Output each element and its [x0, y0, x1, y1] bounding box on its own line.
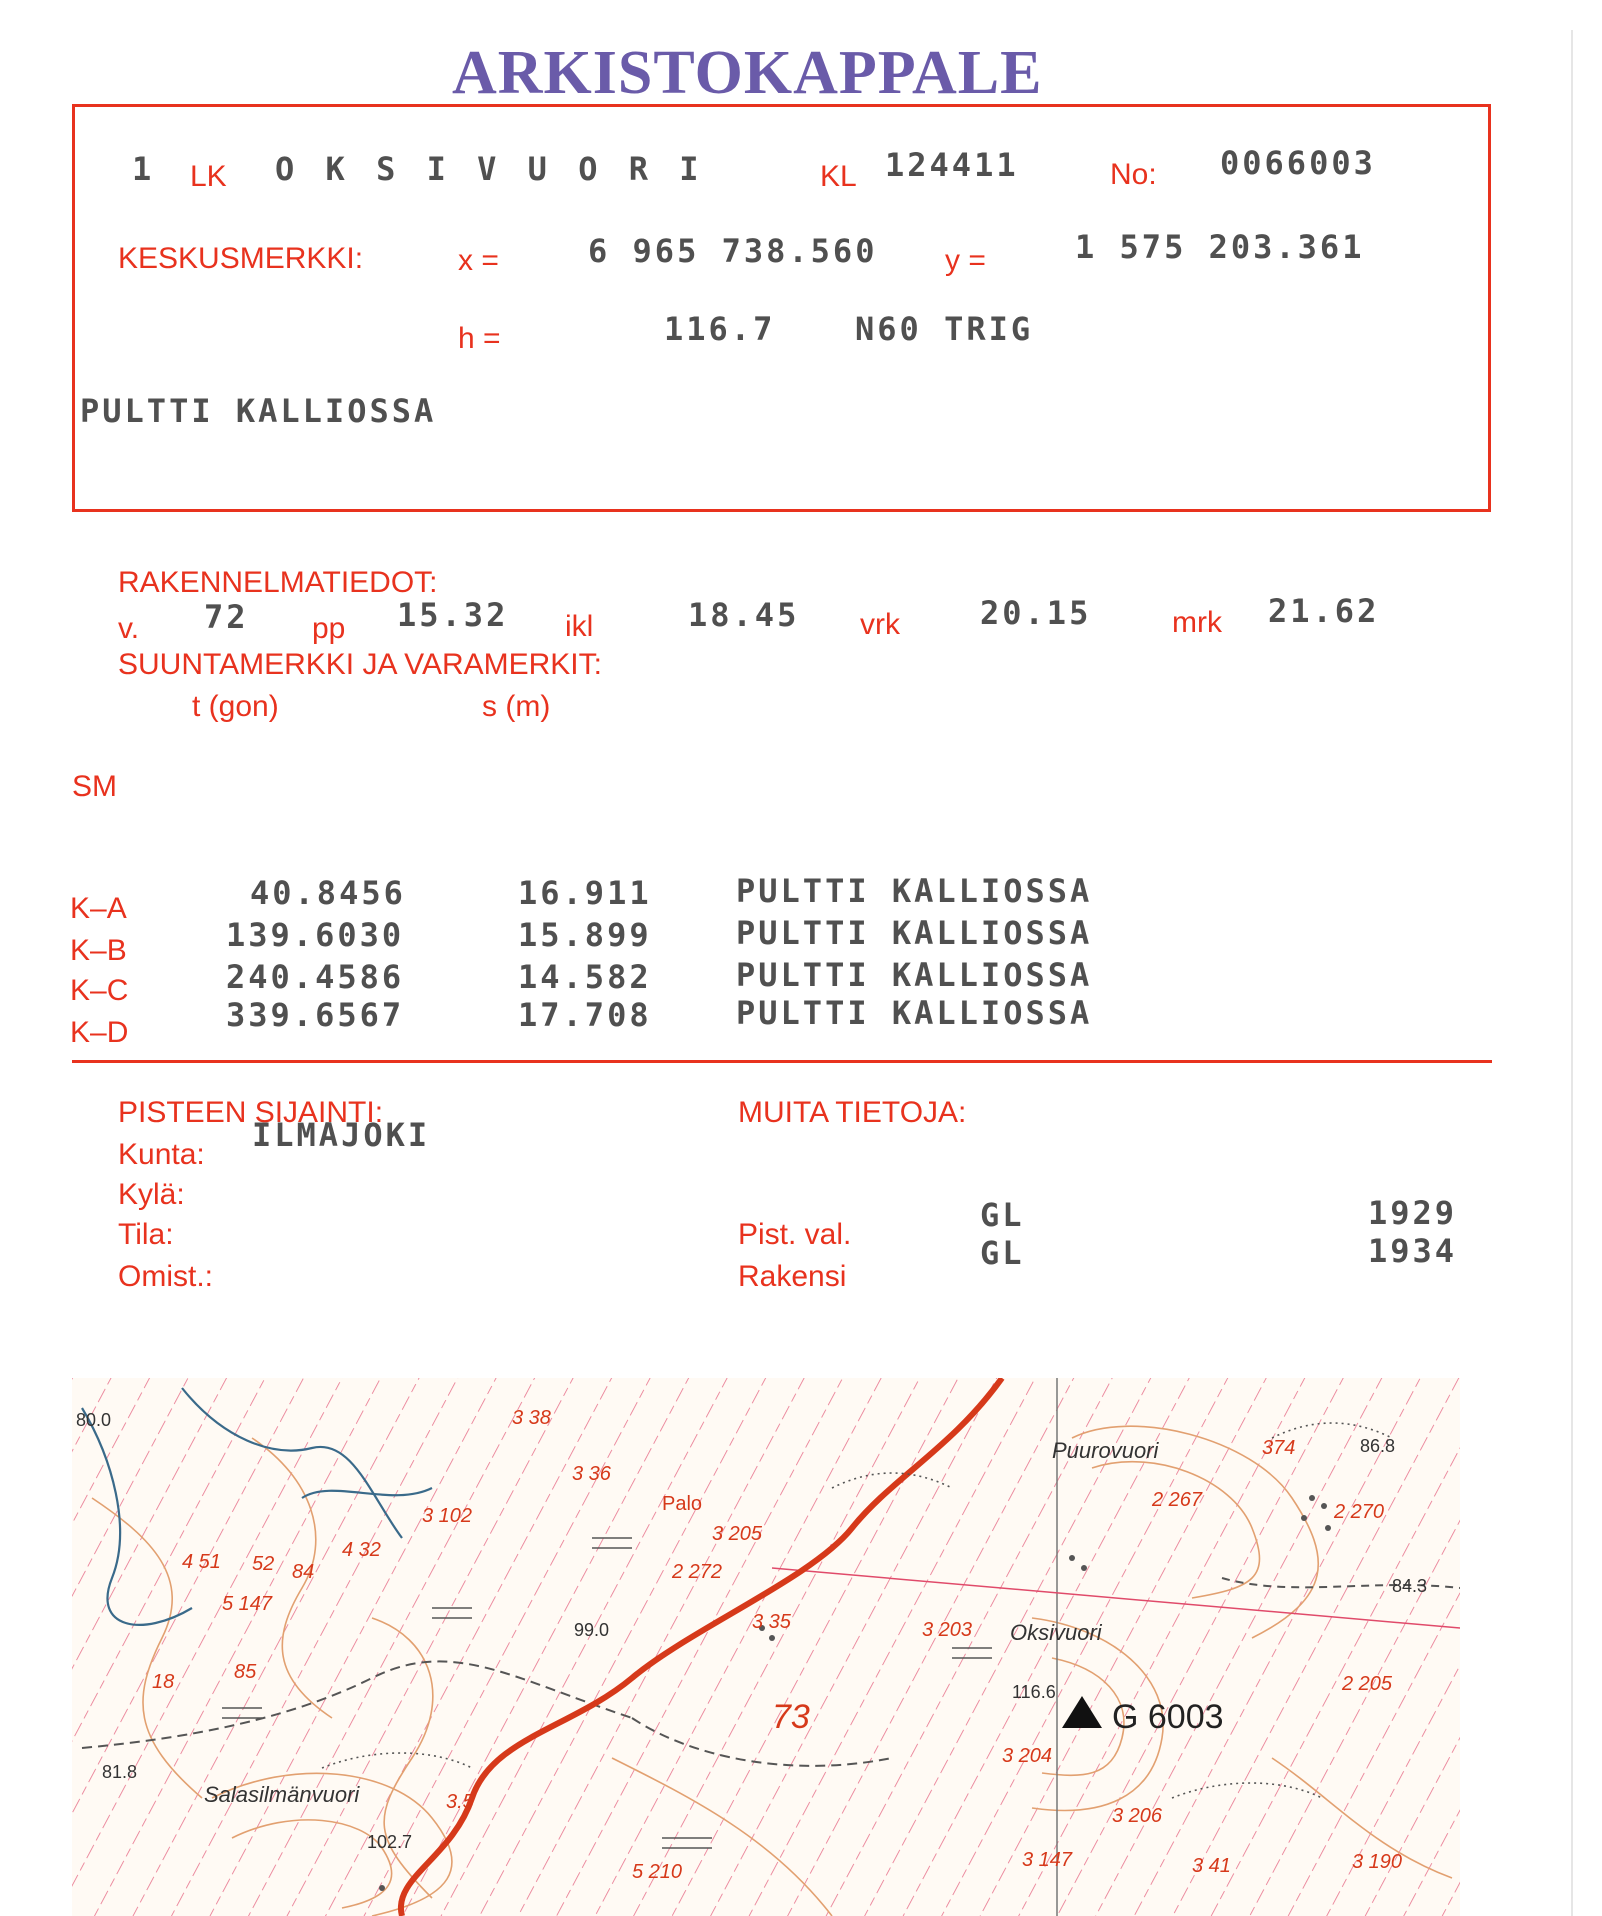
- row-d-id: K–D: [70, 1016, 129, 1049]
- contour-label: 3 102: [422, 1505, 473, 1527]
- row-c-s: 14.582: [518, 958, 652, 996]
- x-value: 6 965 738.560: [588, 232, 878, 270]
- scan-edge-line: [1571, 30, 1573, 1916]
- class-number: 1: [132, 150, 152, 188]
- v-value: 72: [204, 598, 249, 636]
- center-mark-description: PULTTI KALLIOSSA: [80, 392, 437, 430]
- ikl-value: 18.45: [688, 596, 800, 634]
- row-b-t: 139.6030: [226, 916, 405, 954]
- s-column-label: s (m): [482, 690, 551, 723]
- row-a-desc: PULTTI KALLIOSSA: [736, 872, 1093, 910]
- location-map: [72, 1378, 1460, 1916]
- sm-label: SM: [72, 770, 117, 803]
- contour-label: 3 36: [572, 1463, 611, 1485]
- lk-label: LK: [190, 160, 227, 193]
- pp-label: pp: [312, 612, 346, 645]
- contour-label: 3 38: [512, 1407, 551, 1429]
- contour-label: 84: [292, 1561, 315, 1583]
- contour-label: 3.5: [446, 1791, 474, 1813]
- point-label: G 6003: [1112, 1698, 1224, 1736]
- pist-val-label: Pist. val.: [738, 1218, 852, 1251]
- contour-label: 3 205: [712, 1523, 763, 1545]
- elevation-label: 116.6: [1012, 1682, 1056, 1702]
- pist-val-by: GL: [980, 1196, 1025, 1234]
- place-salasilmanvuori: Salasilmänvuori: [204, 1782, 360, 1807]
- tila-label: Tila:: [118, 1218, 174, 1251]
- v-label: v.: [118, 612, 140, 645]
- construction-label: RAKENNELMATIEDOT:: [118, 566, 438, 599]
- t-column-label: t (gon): [192, 690, 279, 723]
- vrk-label: vrk: [860, 608, 900, 641]
- point-name: O K S I V U O R I: [275, 150, 705, 188]
- contour-label: 3 206: [1112, 1805, 1163, 1827]
- x-label: x =: [458, 244, 499, 277]
- contour-label: 2 272: [672, 1561, 723, 1583]
- elevation-label: 86.8: [1360, 1436, 1396, 1456]
- elevation-label: 102.7: [367, 1832, 413, 1852]
- y-label: y =: [945, 244, 986, 277]
- y-value: 1 575 203.361: [1075, 228, 1365, 266]
- contour-label: 18: [152, 1671, 175, 1693]
- row-c-desc: PULTTI KALLIOSSA: [736, 956, 1093, 994]
- pp-value: 15.32: [397, 596, 509, 634]
- row-b-s: 15.899: [518, 916, 652, 954]
- rakensi-label: Rakensi: [738, 1260, 847, 1293]
- row-b-desc: PULTTI KALLIOSSA: [736, 914, 1093, 952]
- elevation-label: 84.3: [1392, 1576, 1428, 1596]
- kl-value: 124411: [885, 146, 1019, 184]
- contour-label: 3 204: [1002, 1745, 1053, 1767]
- row-a-t: 40.8456: [250, 874, 406, 912]
- contour-label: 374: [1262, 1437, 1296, 1459]
- no-value: 0066003: [1220, 144, 1376, 182]
- map-canvas: [72, 1378, 1460, 1916]
- contour-label: 5 147: [222, 1593, 273, 1615]
- kunta-label: Kunta:: [118, 1138, 205, 1171]
- contour-label: 2 205: [1342, 1673, 1393, 1695]
- no-label: No:: [1110, 158, 1157, 191]
- row-c-t: 240.4586: [226, 958, 405, 996]
- contour-label: 3 35: [752, 1611, 791, 1633]
- elevation-label: 81.8: [102, 1762, 138, 1782]
- other-info-label: MUITA TIETOJA:: [738, 1096, 967, 1129]
- row-a-id: K–A: [70, 892, 127, 925]
- center-mark-label: KESKUSMERKKI:: [118, 242, 364, 275]
- mrk-label: mrk: [1172, 606, 1222, 639]
- road-number: 73: [772, 1698, 810, 1736]
- section-divider: [72, 1060, 1492, 1063]
- contour-label: 52: [252, 1553, 275, 1575]
- contour-label: 2 270: [1334, 1501, 1385, 1523]
- elevation-label: 80.0: [76, 1410, 112, 1430]
- contour-label: 4 51: [182, 1551, 221, 1573]
- row-c-id: K–C: [70, 974, 129, 1007]
- contour-label: 2 267: [1152, 1489, 1203, 1511]
- row-d-t: 339.6567: [226, 996, 405, 1034]
- omist-label: Omist.:: [118, 1260, 213, 1293]
- kunta-value: ILMAJOKI: [252, 1116, 431, 1154]
- place-palo: Palo: [662, 1493, 703, 1515]
- kyla-label: Kylä:: [118, 1178, 185, 1211]
- contour-label: 3 147: [1022, 1849, 1073, 1871]
- place-puurovuori: Puurovuori: [1052, 1438, 1159, 1463]
- row-d-desc: PULTTI KALLIOSSA: [736, 994, 1093, 1032]
- contour-label: 4 32: [342, 1539, 381, 1561]
- elevation-label: 99.0: [574, 1620, 610, 1640]
- contour-label: 85: [234, 1661, 257, 1683]
- survey-hatch-pattern: [72, 1378, 1460, 1916]
- pist-val-year: 1929: [1368, 1194, 1458, 1232]
- row-d-s: 17.708: [518, 996, 652, 1034]
- row-b-id: K–B: [70, 934, 127, 967]
- row-a-s: 16.911: [518, 874, 652, 912]
- h-system: N60 TRIG: [855, 310, 1034, 348]
- vrk-value: 20.15: [980, 594, 1092, 632]
- contour-label: 3 203: [922, 1619, 973, 1641]
- kl-label: KL: [820, 160, 857, 193]
- contour-label: 3 190: [1352, 1851, 1403, 1873]
- rakensi-year: 1934: [1368, 1232, 1458, 1270]
- contour-label: 5 210: [632, 1861, 683, 1883]
- h-value: 116.7: [664, 310, 776, 348]
- rakensi-by: GL: [980, 1234, 1025, 1272]
- h-label: h =: [458, 322, 501, 355]
- location-label: PISTEEN SIJAINTI:: [118, 1096, 384, 1129]
- archive-stamp: ARKISTOKAPPALE: [452, 39, 1043, 107]
- direction-label: SUUNTAMERKKI JA VARAMERKIT:: [118, 648, 602, 681]
- mrk-value: 21.62: [1268, 592, 1380, 630]
- contour-label: 3 41: [1192, 1855, 1231, 1877]
- ikl-label: ikl: [565, 610, 594, 643]
- place-oksivuori: Oksivuori: [1010, 1620, 1102, 1645]
